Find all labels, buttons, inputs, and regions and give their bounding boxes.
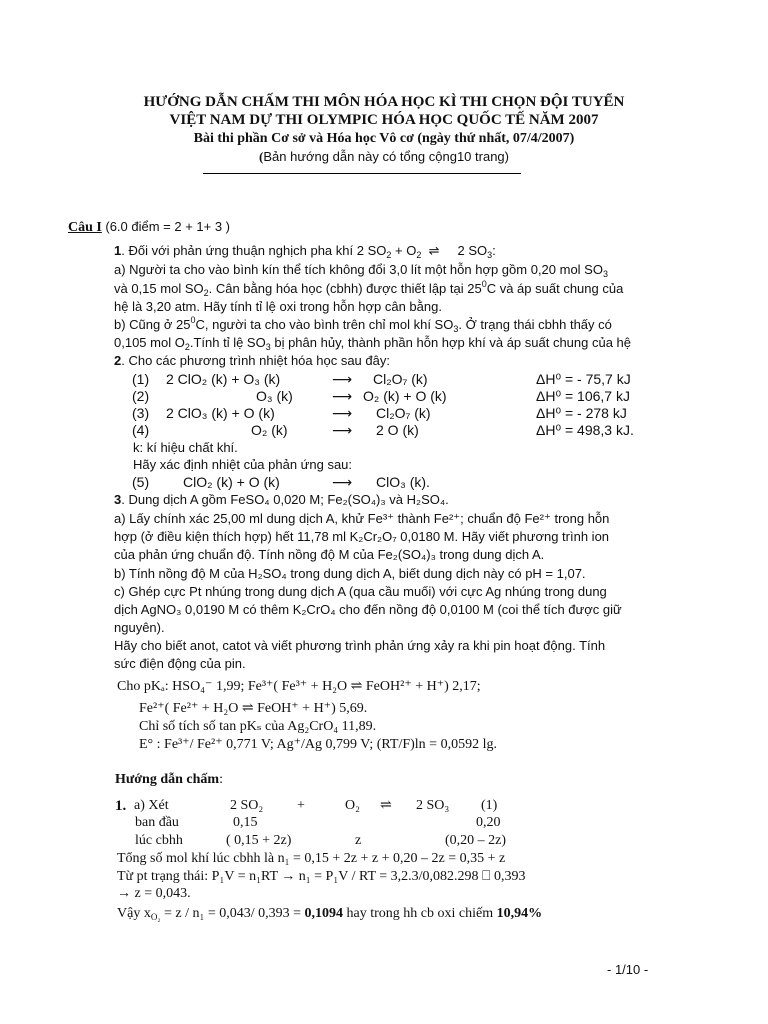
equilibrium-state-label: lúc cbhh (135, 833, 183, 848)
equilibrium-plus: + (297, 798, 305, 813)
given-pks: Chỉ số tích số tan pKₛ của Ag₂CrO₄ 11,89. (139, 719, 377, 734)
reaction-3-arrow: ⟶ (332, 405, 353, 421)
part2-intro: 2. Cho các phương trình nhiệt hóa học sau đây: (114, 353, 390, 368)
reaction-3-enthalpy: ΔH⁰ = - 278 kJ (536, 405, 627, 421)
reaction-1-enthalpy: ΔH⁰ = - 75,7 kJ (536, 371, 631, 387)
reaction-3-reactants: 2 ClO₃ (k) + O (k) (166, 405, 275, 421)
part3-c-line2: dịch AgNO₃ 0,0190 M có thêm K₂CrO₄ cho đến nồng độ 0,0100 M (coi thể tích được giữ (114, 602, 622, 617)
reaction-5-number: (5) (132, 474, 150, 490)
part1-b-line1: b) Cũng ở $25^0C$, người ta cho vào bình trên chỉ mol khí $SO_3$. Ở trạng thái cbhh thấy có (114, 315, 612, 334)
part3-a-line3: của phản ứng chuẩn độ. Tính nồng độ M của Fe₂(SO₄)₃ trong dung dịch A. (114, 547, 545, 562)
part2-question: Hãy xác định nhiệt của phản ứng sau: (133, 457, 353, 472)
reaction-4-products: 2 O (k) (376, 422, 419, 438)
reaction-1-number: (1) (132, 371, 150, 387)
part1-intro: 1. Đối với phản ứng thuận nghịch pha khí 2 $SO_2 + O_2$ ⇌ 2 $SO_3$: (114, 243, 496, 260)
reaction-2-number: (2) (132, 388, 150, 404)
part3-c-line4: Hãy cho biết anot, catot và viết phương trình phản ứng xảy ra khi pin hoạt động. Tính (114, 638, 606, 653)
reaction-1-products: Cl₂O₇ (k) (373, 371, 428, 387)
state-equation-line: Từ pt trạng thái: P₁V = n₁RT → n₁ = P₁V / RT = 3,2.3/0,082.298 ⎕ 0,393 (117, 869, 526, 884)
equilibrium-state-so3: (0,20 – 2z) (445, 833, 507, 848)
reaction-5-reactants: ClO₂ (k) + O (k) (183, 474, 280, 490)
equilibrium-label: (1) (481, 798, 498, 813)
reaction-5-products: ClO₃ (k). (376, 474, 430, 490)
given-pka-fe2: Fe²⁺( Fe²⁺ + H₂O ⇌ FeOH⁺ + H⁺) 5,69. (139, 701, 368, 716)
equilibrium-so2: 2 SO₂ (230, 798, 264, 813)
given-potentials: E° : Fe³⁺/ Fe²⁺ 0,771 V; Ag⁺/Ag 0,799 V; (RT/F)ln = 0,0592 lg. (139, 737, 497, 752)
equilibrium-o2: O₂ (345, 798, 360, 813)
part3-c-line1: c) Ghép cực Pt nhúng trong dung dịch A (qua cầu muối) với cực Ag nhúng trong dung (114, 584, 607, 599)
part3-a-line2: hợp (ở điều kiện thích hợp) hết 11,78 ml K₂Cr₂O₇ 0,0180 M. Hãy viết phương trình ion (114, 529, 610, 544)
reaction-2-enthalpy: ΔH⁰ = 106,7 kJ (536, 388, 630, 404)
part1-b-line2: 0,105 mol $O_2.Tính$ tỉ lệ $SO_3$ bị phân hủy, thành phần hỗn hợp khí và áp suất chung của hệ (114, 335, 632, 352)
doc-page-count-note: (Bản hướng dẫn này có tổng cộng10 trang) (259, 149, 509, 164)
reaction-4-arrow: ⟶ (332, 422, 353, 438)
reaction-2-arrow: ⟶ (332, 388, 353, 404)
initial-so3: 0,20 (476, 815, 501, 830)
doc-subtitle: Bài thi phần Cơ sở và Hóa học Vô cơ (ngày thứ nhất, 07/4/2007) (193, 131, 575, 146)
part3-a-line1: a) Lấy chính xác 25,00 ml dung dịch A, khử Fe³⁺ thành Fe²⁺; chuẩn độ Fe²⁺ trong hỗn (114, 511, 610, 526)
answer-1-number: 1. (115, 798, 127, 814)
part3-intro: 3. Dung dịch A gồm FeSO₄ 0,020 M; Fe₂(SO₄)₃ và H₂SO₄. (114, 492, 449, 507)
equilibrium-so3: 2 SO₃ (416, 798, 450, 813)
part3-b: b) Tính nồng độ M của H₂SO₄ trong dung dịch A, biết dung dịch này có pH = 1,07. (114, 566, 586, 581)
initial-so2: 0,15 (233, 815, 258, 830)
reaction-4-reactants: O₂ (k) (251, 422, 288, 438)
part3-c-line3: nguyên). (114, 620, 165, 635)
reaction-4-number: (4) (132, 422, 150, 438)
z-value-line: → z = 0,043. (117, 886, 191, 901)
question-heading: Câu I (6.0 điểm = 2 + 1+ 3 ) (68, 219, 231, 235)
reaction-4-enthalpy: ΔH⁰ = 498,3 kJ. (536, 422, 634, 438)
doc-title-line-2: VIỆT NAM DỰ THI OLYMPIC HÓA HỌC QUỐC TẾ NĂM 2007 (169, 112, 599, 128)
part1-a-line2: và 0,15 mol $SO_2$. Cân bằng hóa học (cbhh) được thiết lập tại $25^0C$ và áp suất chung của (114, 279, 624, 298)
part2-note: k: kí hiệu chất khí. (133, 440, 238, 455)
reaction-2-reactants: O₃ (k) (256, 388, 293, 404)
equilibrium-arrow: ⇌ (380, 798, 392, 813)
oxygen-fraction-line: Vậy $x_{O_2} = z / n_1 = 0,043/$ 0,393 = 0,1094 hay trong hh cb oxi chiếm 10,94% (117, 906, 543, 922)
reaction-1-reactants: 2 ClO₂ (k) + O₃ (k) (166, 371, 281, 387)
given-pka: Cho pKₐ: HSO₄⁻ 1,99; Fe³⁺( Fe³⁺ + H₂O ⇌ FeOH²⁺ + H⁺) 2,17; (117, 679, 481, 694)
part3-c-line5: sức điện động của pin. (114, 656, 246, 671)
reaction-3-number: (3) (132, 405, 150, 421)
reaction-3-products: Cl₂O₇ (k) (376, 405, 431, 421)
reaction-5-arrow: ⟶ (332, 474, 353, 490)
reaction-2-products: O₂ (k) + O (k) (363, 388, 447, 404)
part1-a-line3: hệ là 3,20 atm. Hãy tính tỉ lệ oxi trong hỗn hợp cân bằng. (114, 299, 442, 314)
doc-title-line-1: HƯỚNG DẪN CHẤM THI MÔN HÓA HỌC KÌ THI CHỌN ĐỘI TUYỂN (143, 94, 625, 110)
equilibrium-state-o2: z (355, 833, 362, 848)
initial-label: ban đầu (135, 815, 179, 830)
part1-a-line1: a) Người ta cho vào bình kín thể tích không đổi 3,0 lít một hỗn hợp gồm 0,20 mol $SO_3$ (114, 262, 608, 279)
page-number: - 1/10 - (607, 962, 649, 977)
equilibrium-state-so2: ( 0,15 + 2z) (226, 833, 292, 848)
header-divider (203, 173, 521, 174)
answer-1a-label: a) Xét (134, 798, 169, 813)
grading-guide-heading: Hướng dẫn chấm: (115, 772, 223, 787)
reaction-1-arrow: ⟶ (332, 371, 353, 387)
total-moles-line: Tổng số mol khí lúc cbhh là n₁ = 0,15 + 2z + z + 0,20 – 2z = 0,35 + z (117, 851, 506, 866)
